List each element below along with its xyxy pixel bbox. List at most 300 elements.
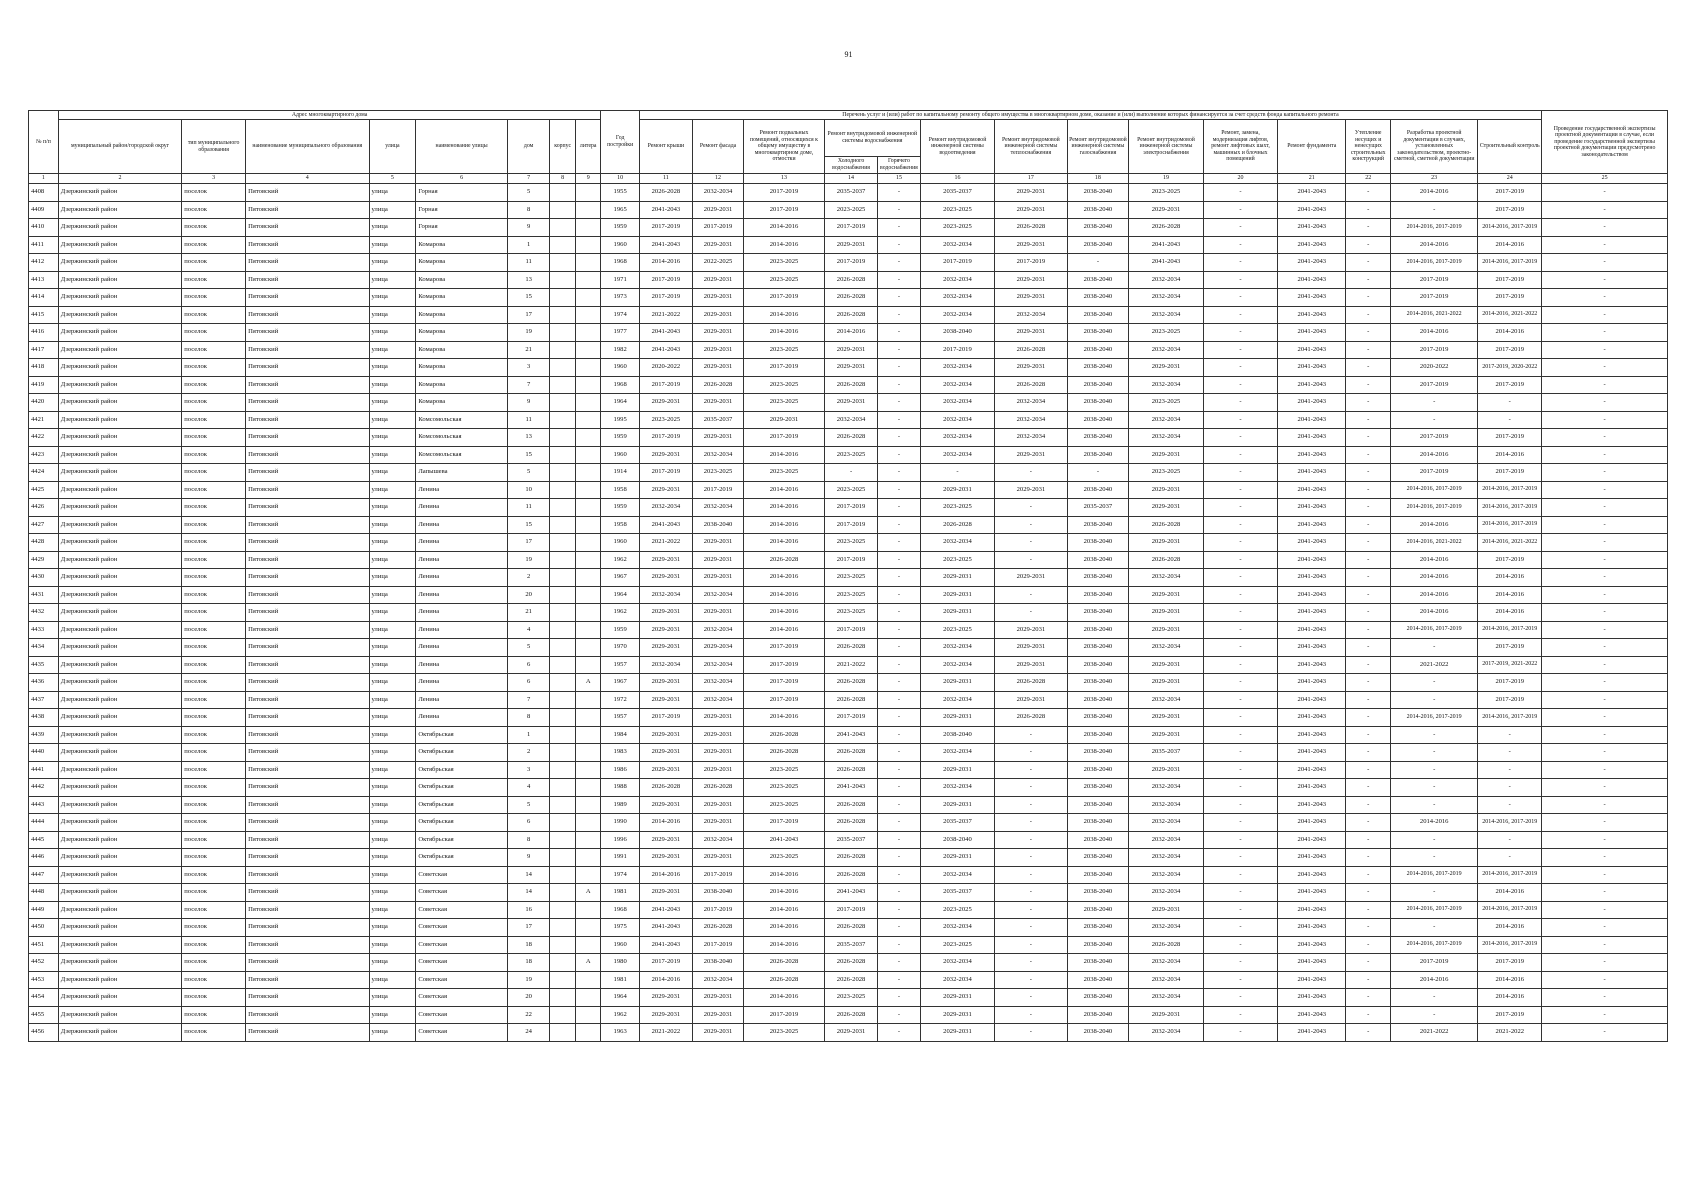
litera-cell [575, 289, 601, 307]
sewer-cell: 2017-2019 [920, 341, 994, 359]
settlement-type-cell: поселок [182, 691, 246, 709]
supervision-cell: 2014-2016, 2017-2019 [1478, 481, 1542, 499]
litera-cell [575, 814, 601, 832]
korpus-cell [550, 586, 576, 604]
district-cell: Дзержинский район [58, 901, 181, 919]
street-type-cell: улица [369, 849, 416, 867]
heat-cell: - [995, 919, 1067, 937]
district-cell: Дзержинский район [58, 954, 181, 972]
facade-cell: 2029-2031 [693, 359, 744, 377]
design-docs-cell: - [1391, 849, 1478, 867]
street-type-cell: улица [369, 376, 416, 394]
sewer-cell: 2023-2025 [920, 551, 994, 569]
foundation-cell: 2041-2043 [1278, 744, 1346, 762]
cold-water-cell: 2023-2025 [824, 446, 877, 464]
insulation-cell: - [1346, 621, 1391, 639]
house-cell: 2 [507, 569, 550, 587]
settlement-name-cell: Пятовский [246, 271, 369, 289]
design-docs-cell: - [1391, 639, 1478, 657]
house-cell: 7 [507, 376, 550, 394]
expertise-cell: - [1542, 236, 1668, 254]
electric-cell: 2023-2025 [1129, 184, 1203, 202]
roof-cell: 2029-2031 [639, 551, 692, 569]
sewer-cell: 2038-2040 [920, 831, 994, 849]
street-type-cell: улица [369, 236, 416, 254]
sewer-cell: 2023-2025 [920, 201, 994, 219]
table-header [29, 111, 1668, 184]
gas-cell: 2038-2040 [1067, 429, 1129, 447]
street-name-cell: Ленина [416, 656, 508, 674]
district-cell: Дзержинский район [58, 709, 181, 727]
facade-cell: 2029-2031 [693, 429, 744, 447]
settlement-name-cell: Пятовский [246, 516, 369, 534]
street-type-cell: улица [369, 411, 416, 429]
district-cell: Дзержинский район [58, 464, 181, 482]
street-type-cell: улица [369, 569, 416, 587]
korpus-cell [550, 674, 576, 692]
street-name-cell: Комарова [416, 236, 508, 254]
district-cell: Дзержинский район [58, 989, 181, 1007]
expertise-cell: - [1542, 586, 1668, 604]
facade-cell: 2032-2034 [693, 971, 744, 989]
expertise-cell: - [1542, 534, 1668, 552]
design-docs-cell: - [1391, 674, 1478, 692]
table-row [29, 989, 1668, 1007]
sewer-cell: 2032-2034 [920, 866, 994, 884]
house-cell: 10 [507, 481, 550, 499]
header-gas: Ремонт внутридомовой инженерной системы газоснабжения [1067, 120, 1129, 174]
expertise-cell: - [1542, 1006, 1668, 1024]
roof-cell: 2029-2031 [639, 639, 692, 657]
supervision-cell: 2014-2016 [1478, 446, 1542, 464]
roof-cell: 2023-2025 [639, 411, 692, 429]
settlement-name-cell: Пятовский [246, 201, 369, 219]
district-cell: Дзержинский район [58, 569, 181, 587]
roof-cell: 2014-2016 [639, 866, 692, 884]
design-docs-cell: - [1391, 1006, 1478, 1024]
roof-cell: 2029-2031 [639, 674, 692, 692]
house-cell: 8 [507, 201, 550, 219]
basement-cell: 2026-2028 [744, 726, 825, 744]
settlement-name-cell: Пятовский [246, 499, 369, 517]
gas-cell: 2038-2040 [1067, 744, 1129, 762]
litera-cell [575, 866, 601, 884]
settlement-name-cell: Пятовский [246, 814, 369, 832]
elevator-cell: - [1203, 534, 1277, 552]
insulation-cell: - [1346, 201, 1391, 219]
house-cell: 17 [507, 919, 550, 937]
settlement-type-cell: поселок [182, 779, 246, 797]
electric-cell: 2023-2025 [1129, 394, 1203, 412]
roof-cell: 2029-2031 [639, 691, 692, 709]
roof-cell: 2041-2043 [639, 919, 692, 937]
facade-cell: 2029-2031 [693, 796, 744, 814]
header-hot-water: Горячего водоснабжения [878, 157, 921, 174]
row-number: 4438 [29, 709, 59, 727]
sewer-cell: 2032-2034 [920, 446, 994, 464]
table-row [29, 201, 1668, 219]
foundation-cell: 2041-2043 [1278, 884, 1346, 902]
electric-cell: 2029-2031 [1129, 761, 1203, 779]
table-row [29, 691, 1668, 709]
settlement-type-cell: поселок [182, 989, 246, 1007]
heat-cell: 2032-2034 [995, 411, 1067, 429]
street-name-cell: Советская [416, 971, 508, 989]
heat-cell: 2026-2028 [995, 674, 1067, 692]
year-built-cell: 1995 [601, 411, 639, 429]
expertise-cell: - [1542, 726, 1668, 744]
litera-cell [575, 656, 601, 674]
cold-water-cell: 2026-2028 [824, 691, 877, 709]
litera-cell [575, 394, 601, 412]
supervision-cell: 2017-2019, 2020-2022 [1478, 359, 1542, 377]
cold-water-cell: 2014-2016 [824, 324, 877, 342]
roof-cell: 2032-2034 [639, 656, 692, 674]
foundation-cell: 2041-2043 [1278, 639, 1346, 657]
basement-cell: 2014-2016 [744, 516, 825, 534]
house-cell: 6 [507, 674, 550, 692]
expertise-cell: - [1542, 184, 1668, 202]
district-cell: Дзержинский район [58, 359, 181, 377]
settlement-name-cell: Пятовский [246, 971, 369, 989]
table-row [29, 289, 1668, 307]
foundation-cell: 2041-2043 [1278, 954, 1346, 972]
litera-cell: А [575, 954, 601, 972]
table-row [29, 394, 1668, 412]
design-docs-cell: 2014-2016, 2021-2022 [1391, 306, 1478, 324]
gas-cell: 2038-2040 [1067, 604, 1129, 622]
settlement-name-cell: Пятовский [246, 1006, 369, 1024]
table-row [29, 376, 1668, 394]
year-built-cell: 1957 [601, 709, 639, 727]
settlement-name-cell: Пятовский [246, 411, 369, 429]
facade-cell: 2032-2034 [693, 446, 744, 464]
gas-cell: 2038-2040 [1067, 674, 1129, 692]
litera-cell [575, 936, 601, 954]
roof-cell: 2017-2019 [639, 271, 692, 289]
street-type-cell: улица [369, 604, 416, 622]
street-type-cell: улица [369, 271, 416, 289]
street-type-cell: улица [369, 359, 416, 377]
cold-water-cell: 2035-2037 [824, 184, 877, 202]
year-built-cell: 1964 [601, 394, 639, 412]
house-cell: 13 [507, 271, 550, 289]
elevator-cell: - [1203, 446, 1277, 464]
row-number: 4441 [29, 761, 59, 779]
litera-cell [575, 604, 601, 622]
district-cell: Дзержинский район [58, 446, 181, 464]
row-number: 4449 [29, 901, 59, 919]
supervision-cell: - [1478, 796, 1542, 814]
year-built-cell: 1962 [601, 604, 639, 622]
gas-cell: 2038-2040 [1067, 569, 1129, 587]
roof-cell: 2041-2043 [639, 936, 692, 954]
korpus-cell [550, 254, 576, 272]
korpus-cell [550, 901, 576, 919]
foundation-cell: 2041-2043 [1278, 779, 1346, 797]
foundation-cell: 2041-2043 [1278, 866, 1346, 884]
header-street-name: наименование улицы [416, 120, 508, 174]
electric-cell: 2029-2031 [1129, 621, 1203, 639]
foundation-cell: 2041-2043 [1278, 604, 1346, 622]
heat-cell: - [995, 516, 1067, 534]
cold-water-cell: 2023-2025 [824, 989, 877, 1007]
roof-cell: 2032-2034 [639, 499, 692, 517]
cold-water-cell: 2029-2031 [824, 341, 877, 359]
street-type-cell: улица [369, 534, 416, 552]
cold-water-cell: 2026-2028 [824, 919, 877, 937]
year-built-cell: 1980 [601, 954, 639, 972]
korpus-cell [550, 831, 576, 849]
street-name-cell: Горная [416, 201, 508, 219]
settlement-type-cell: поселок [182, 586, 246, 604]
gas-cell: 2038-2040 [1067, 621, 1129, 639]
column-number: 5 [369, 174, 416, 184]
street-name-cell: Советская [416, 901, 508, 919]
facade-cell: 2032-2034 [693, 499, 744, 517]
electric-cell: 2032-2034 [1129, 569, 1203, 587]
supervision-cell: 2017-2019 [1478, 184, 1542, 202]
supervision-cell: 2014-2016, 2017-2019 [1478, 516, 1542, 534]
supervision-cell: 2014-2016, 2017-2019 [1478, 219, 1542, 237]
insulation-cell: - [1346, 761, 1391, 779]
design-docs-cell: 2021-2022 [1391, 1024, 1478, 1042]
street-type-cell: улица [369, 796, 416, 814]
hot-water-cell: - [878, 394, 921, 412]
district-cell: Дзержинский район [58, 499, 181, 517]
litera-cell [575, 254, 601, 272]
cold-water-cell: 2023-2025 [824, 534, 877, 552]
expertise-cell: - [1542, 271, 1668, 289]
sewer-cell: 2032-2034 [920, 534, 994, 552]
settlement-type-cell: поселок [182, 411, 246, 429]
foundation-cell: 2041-2043 [1278, 271, 1346, 289]
heat-cell: - [995, 586, 1067, 604]
district-cell: Дзержинский район [58, 621, 181, 639]
supervision-cell: 2017-2019 [1478, 341, 1542, 359]
insulation-cell: - [1346, 481, 1391, 499]
year-built-cell: 1964 [601, 586, 639, 604]
elevator-cell: - [1203, 884, 1277, 902]
basement-cell: 2041-2043 [744, 831, 825, 849]
street-type-cell: улица [369, 691, 416, 709]
cold-water-cell: 2021-2022 [824, 656, 877, 674]
insulation-cell: - [1346, 236, 1391, 254]
elevator-cell: - [1203, 359, 1277, 377]
design-docs-cell: 2014-2016 [1391, 569, 1478, 587]
settlement-name-cell: Пятовский [246, 446, 369, 464]
basement-cell: 2014-2016 [744, 569, 825, 587]
elevator-cell: - [1203, 621, 1277, 639]
electric-cell: 2032-2034 [1129, 429, 1203, 447]
table-row [29, 481, 1668, 499]
heat-cell: 2026-2028 [995, 376, 1067, 394]
roof-cell: 2032-2034 [639, 586, 692, 604]
sewer-cell: 2032-2034 [920, 429, 994, 447]
basement-cell: 2014-2016 [744, 884, 825, 902]
supervision-cell: - [1478, 761, 1542, 779]
korpus-cell [550, 1024, 576, 1042]
district-cell: Дзержинский район [58, 936, 181, 954]
settlement-name-cell: Пятовский [246, 674, 369, 692]
expertise-cell: - [1542, 481, 1668, 499]
design-docs-cell: 2014-2016, 2017-2019 [1391, 866, 1478, 884]
korpus-cell [550, 761, 576, 779]
heat-cell: 2029-2031 [995, 691, 1067, 709]
cold-water-cell: 2026-2028 [824, 1006, 877, 1024]
basement-cell: 2017-2019 [744, 1006, 825, 1024]
table-row [29, 569, 1668, 587]
foundation-cell: 2041-2043 [1278, 691, 1346, 709]
street-type-cell: улица [369, 289, 416, 307]
insulation-cell: - [1346, 884, 1391, 902]
gas-cell: 2038-2040 [1067, 936, 1129, 954]
district-cell: Дзержинский район [58, 534, 181, 552]
facade-cell: 2017-2019 [693, 481, 744, 499]
year-built-cell: 1988 [601, 779, 639, 797]
litera-cell [575, 639, 601, 657]
settlement-type-cell: поселок [182, 219, 246, 237]
supervision-cell: 2014-2016 [1478, 604, 1542, 622]
row-number: 4427 [29, 516, 59, 534]
cold-water-cell: 2017-2019 [824, 901, 877, 919]
gas-cell: 2035-2037 [1067, 499, 1129, 517]
hot-water-cell: - [878, 796, 921, 814]
table-row [29, 726, 1668, 744]
electric-cell: 2029-2031 [1129, 726, 1203, 744]
district-cell: Дзержинский район [58, 271, 181, 289]
supervision-cell: 2017-2019 [1478, 674, 1542, 692]
table-row [29, 359, 1668, 377]
facade-cell: 2032-2034 [693, 691, 744, 709]
insulation-cell: - [1346, 744, 1391, 762]
year-built-cell: 1967 [601, 569, 639, 587]
supervision-cell: 2017-2019 [1478, 639, 1542, 657]
litera-cell [575, 586, 601, 604]
electric-cell: 2029-2031 [1129, 446, 1203, 464]
row-number: 4431 [29, 586, 59, 604]
korpus-cell [550, 971, 576, 989]
heat-cell: - [995, 534, 1067, 552]
basement-cell: 2023-2025 [744, 796, 825, 814]
roof-cell: 2029-2031 [639, 621, 692, 639]
foundation-cell: 2041-2043 [1278, 901, 1346, 919]
house-cell: 18 [507, 936, 550, 954]
heat-cell: - [995, 971, 1067, 989]
street-name-cell: Советская [416, 1006, 508, 1024]
insulation-cell: - [1346, 219, 1391, 237]
column-number: 7 [507, 174, 550, 184]
district-cell: Дзержинский район [58, 884, 181, 902]
litera-cell [575, 429, 601, 447]
row-number: 4434 [29, 639, 59, 657]
heat-cell: - [995, 1024, 1067, 1042]
insulation-cell: - [1346, 971, 1391, 989]
basement-cell: 2014-2016 [744, 936, 825, 954]
sewer-cell: 2032-2034 [920, 779, 994, 797]
house-cell: 5 [507, 464, 550, 482]
settlement-name-cell: Пятовский [246, 761, 369, 779]
design-docs-cell: 2014-2016, 2017-2019 [1391, 901, 1478, 919]
elevator-cell: - [1203, 184, 1277, 202]
insulation-cell: - [1346, 901, 1391, 919]
cold-water-cell: 2026-2028 [824, 271, 877, 289]
elevator-cell: - [1203, 289, 1277, 307]
row-number: 4448 [29, 884, 59, 902]
elevator-cell: - [1203, 604, 1277, 622]
hot-water-cell: - [878, 814, 921, 832]
district-cell: Дзержинский район [58, 744, 181, 762]
expertise-cell: - [1542, 919, 1668, 937]
district-cell: Дзержинский район [58, 1024, 181, 1042]
cold-water-cell: 2026-2028 [824, 744, 877, 762]
gas-cell: 2038-2040 [1067, 761, 1129, 779]
year-built-cell: 1990 [601, 814, 639, 832]
design-docs-cell: - [1391, 744, 1478, 762]
settlement-type-cell: поселок [182, 376, 246, 394]
district-cell: Дзержинский район [58, 289, 181, 307]
settlement-type-cell: поселок [182, 516, 246, 534]
row-number: 4409 [29, 201, 59, 219]
elevator-cell: - [1203, 691, 1277, 709]
district-cell: Дзержинский район [58, 796, 181, 814]
hot-water-cell: - [878, 201, 921, 219]
row-number: 4415 [29, 306, 59, 324]
row-number: 4433 [29, 621, 59, 639]
settlement-name-cell: Пятовский [246, 691, 369, 709]
foundation-cell: 2041-2043 [1278, 306, 1346, 324]
gas-cell: 2038-2040 [1067, 236, 1129, 254]
street-type-cell: улица [369, 674, 416, 692]
table-row [29, 866, 1668, 884]
insulation-cell: - [1346, 796, 1391, 814]
hot-water-cell: - [878, 464, 921, 482]
electric-cell: 2026-2028 [1129, 551, 1203, 569]
header-roof: Ремонт крыши [639, 120, 692, 174]
facade-cell: 2029-2031 [693, 394, 744, 412]
facade-cell: 2029-2031 [693, 761, 744, 779]
expertise-cell: - [1542, 464, 1668, 482]
elevator-cell: - [1203, 1024, 1277, 1042]
street-name-cell: Горная [416, 219, 508, 237]
settlement-type-cell: поселок [182, 621, 246, 639]
insulation-cell: - [1346, 534, 1391, 552]
expertise-cell: - [1542, 446, 1668, 464]
settlement-name-cell: Пятовский [246, 324, 369, 342]
insulation-cell: - [1346, 1024, 1391, 1042]
street-type-cell: улица [369, 919, 416, 937]
cold-water-cell: 2017-2019 [824, 551, 877, 569]
insulation-cell: - [1346, 499, 1391, 517]
settlement-name-cell: Пятовский [246, 989, 369, 1007]
cold-water-cell: 2023-2025 [824, 586, 877, 604]
sewer-cell: 2026-2028 [920, 516, 994, 534]
settlement-type-cell: поселок [182, 936, 246, 954]
year-built-cell: 1960 [601, 359, 639, 377]
column-number: 17 [995, 174, 1067, 184]
foundation-cell: 2041-2043 [1278, 429, 1346, 447]
basement-cell: 2014-2016 [744, 324, 825, 342]
house-cell: 8 [507, 831, 550, 849]
gas-cell: 2038-2040 [1067, 1006, 1129, 1024]
hot-water-cell: - [878, 1024, 921, 1042]
roof-cell: 2029-2031 [639, 831, 692, 849]
facade-cell: 2029-2031 [693, 324, 744, 342]
supervision-cell: 2014-2016 [1478, 324, 1542, 342]
korpus-cell [550, 464, 576, 482]
insulation-cell: - [1346, 271, 1391, 289]
settlement-type-cell: поселок [182, 394, 246, 412]
